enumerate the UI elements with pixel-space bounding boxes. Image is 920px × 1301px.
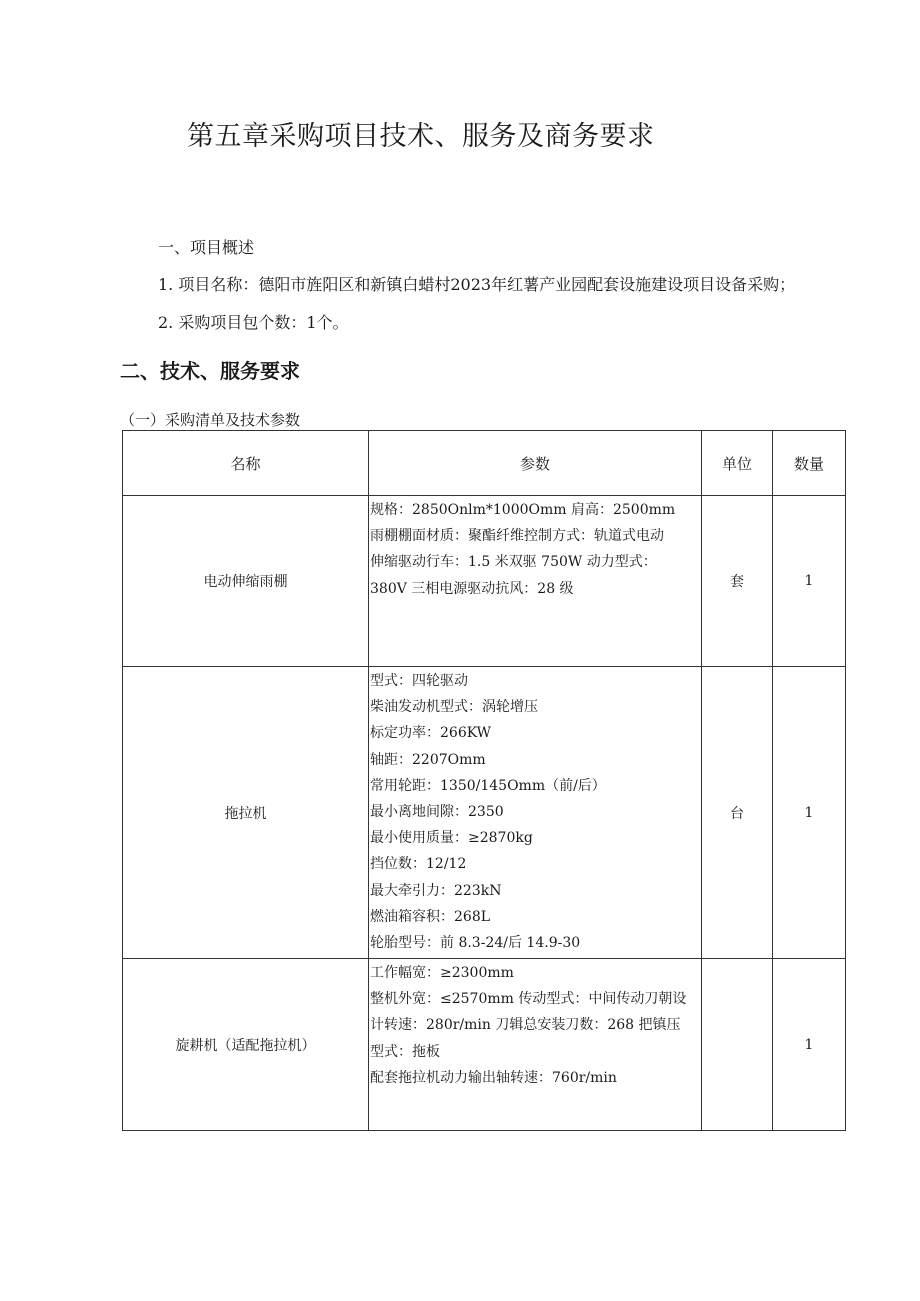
package-count-line: 2. 采购项目包个数：1个。	[158, 313, 349, 332]
item-params	[369, 496, 702, 667]
item-qty: 1	[773, 667, 846, 959]
param-line: 最小使用质量：≥2870kg	[370, 830, 533, 847]
param-line: 常用轮距：1350/145Omm（前/后）	[370, 777, 606, 794]
procurement-table	[122, 430, 846, 1131]
item-unit: 套	[702, 496, 773, 667]
param-line: 伸缩驱动行车：1.5 米双驱 750W 动力型式：	[370, 554, 657, 571]
param-line: 轴距：2207Omm	[370, 751, 486, 768]
table-row	[123, 959, 846, 1131]
param-line: 燃油箱容积：268L	[370, 908, 491, 925]
item-name: 旋耕机（适配拖拉机）	[123, 959, 369, 1131]
table-header-row	[123, 431, 846, 496]
param-line: 挡位数：12/12	[370, 856, 467, 873]
table-row	[123, 496, 846, 667]
param-line: 配套拖拉机动力输出轴转速：760r/min	[370, 1069, 617, 1086]
item-params	[369, 959, 702, 1131]
project-name-line: 1. 项目名称：德阳市旌阳区和新镇白蜡村2023年红薯产业园配套设施建设项目设备采购；	[158, 275, 796, 294]
item-qty: 1	[773, 959, 846, 1131]
item-unit	[702, 959, 773, 1131]
param-line: 最大牵引力：223kN	[370, 882, 502, 899]
requirements-heading: 二、技术、服务要求	[120, 359, 300, 383]
param-line: 轮胎型号：前 8.3-24/后 14.9-30	[370, 935, 581, 952]
page-title: 第五章采购项目技术、服务及商务要求	[187, 121, 655, 152]
item-name: 拖拉机	[123, 667, 369, 959]
param-line: 最小离地间隙：2350	[370, 804, 504, 821]
table-row	[123, 667, 846, 959]
item-params	[369, 667, 702, 959]
param-line: 工作幅宽：≥2300mm	[370, 965, 514, 981]
param-line: 型式：四轮驱动	[370, 673, 468, 689]
header-name: 名称	[123, 431, 369, 496]
header-params: 参数	[369, 431, 702, 496]
item-unit: 台	[702, 667, 773, 959]
item-name: 电动伸缩雨棚	[123, 496, 369, 667]
param-line: 雨棚棚面材质：聚酯纤维控制方式：轨道式电动	[370, 528, 664, 545]
header-unit: 单位	[702, 431, 773, 496]
param-line: 规格：2850Onlm*1000Omm 肩高：2500mm	[370, 502, 676, 518]
procurement-list-heading: （一）采购清单及技术参数	[120, 411, 301, 429]
param-line: 标定功率：266KW	[370, 725, 492, 742]
param-line: 型式：拖板	[370, 1043, 440, 1060]
param-line: 380V 三相电源驱动抗风：28 级	[370, 580, 574, 597]
item-qty: 1	[773, 496, 846, 667]
param-line: 柴油发动机型式：涡轮增压	[370, 699, 538, 716]
overview-heading: 一、项目概述	[158, 238, 255, 257]
param-line: 计转速：280r/min 刀辑总安装刀数：268 把镇压	[370, 1017, 681, 1034]
param-line: 整机外宽：≤2570mm 传动型式：中间传动刀朝设	[370, 991, 687, 1008]
header-qty: 数量	[773, 431, 846, 496]
